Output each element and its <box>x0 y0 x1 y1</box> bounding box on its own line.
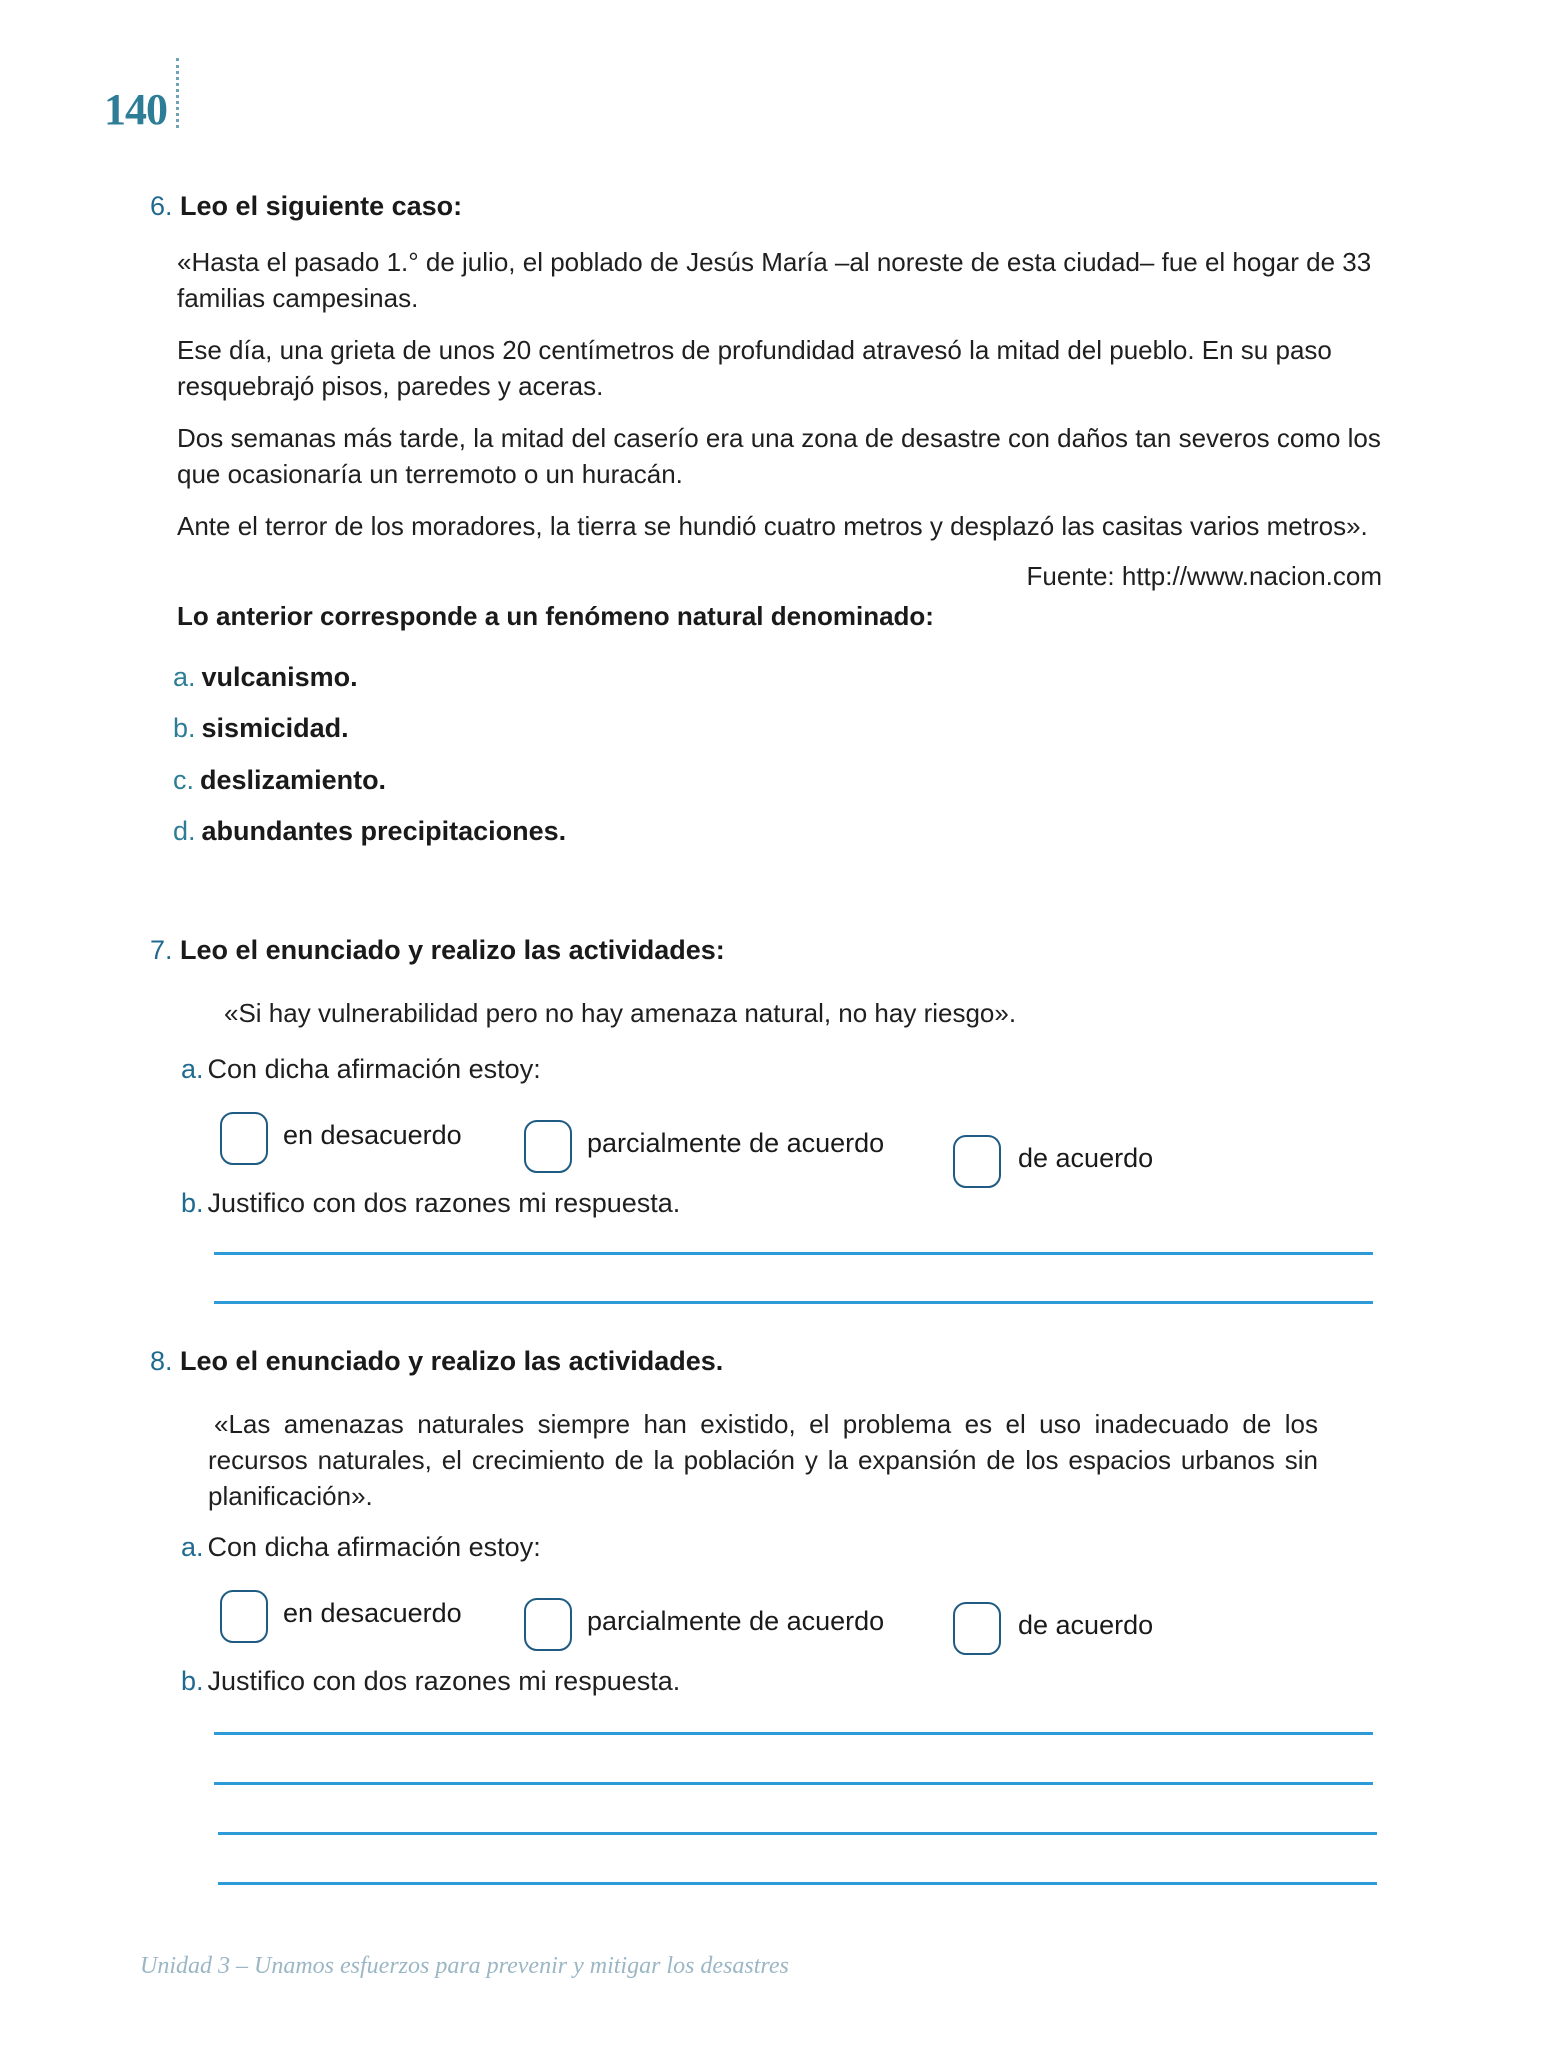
option-letter: c. <box>173 765 195 795</box>
question-7-title: Leo el enunciado y realizo las actividades: <box>180 935 725 965</box>
option-text: abundantes precipitaciones. <box>201 816 567 846</box>
part-letter: b. <box>181 1666 204 1696</box>
q8-answer-line-3[interactable] <box>218 1832 1377 1835</box>
option-letter: a. <box>173 662 196 692</box>
q6-paragraph-4: Ante el terror de los moradores, la tierra se hundió cuatro metros y desplazó las casitas varios metros». <box>177 511 1368 541</box>
q7-quote: «Si hay vulnerabilidad pero no hay amenaza natural, no hay riesgo». <box>224 998 1017 1028</box>
q6-prompt: Lo anterior corresponde a un fenómeno natural denominado: <box>177 601 934 631</box>
q6-paragraph-2: Ese día, una grieta de unos 20 centímetros de profundidad atravesó la mitad del pueblo. En su paso resquebrajó pisos, paredes y aceras. <box>177 335 1332 401</box>
question-6-number: 6. <box>150 191 173 221</box>
q7-part-b <box>181 1188 680 1219</box>
q8-checkbox-agree[interactable] <box>953 1602 1001 1655</box>
question-6-heading <box>150 191 462 222</box>
q6-source: Fuente: http://www.nacion.com <box>1026 561 1382 591</box>
q8-quote: «Las amenazas naturales siempre han existido, el problema es el uso inadecuado de los recursos naturales, el crecimiento de la población y la expansión de los espacios urbanos sin planificación». <box>208 1409 1318 1511</box>
q8-label-agree: de acuerdo <box>1018 1610 1154 1640</box>
q8-label-partially-agree: parcialmente de acuerdo <box>587 1606 885 1636</box>
q7-answer-line-2[interactable] <box>214 1301 1373 1304</box>
q8-checkbox-partially-agree[interactable] <box>524 1598 572 1651</box>
option-text: deslizamiento. <box>200 765 387 795</box>
option-text: vulcanismo. <box>201 662 358 692</box>
q7-label-disagree: en desacuerdo <box>283 1120 462 1150</box>
q6-option-b[interactable] <box>173 713 349 744</box>
q8-answer-line-1[interactable] <box>214 1732 1373 1735</box>
q6-option-c[interactable] <box>173 765 386 796</box>
option-text: sismicidad. <box>201 713 349 743</box>
q6-paragraph-3: Dos semanas más tarde, la mitad del caserío era una zona de desastre con daños tan severos como los que ocasionaría un terremoto o un huracán. <box>177 423 1381 489</box>
header-dotted-divider <box>176 58 179 128</box>
question-7-number: 7. <box>150 935 173 965</box>
question-7-heading <box>150 935 725 966</box>
page-footer-unit-title: Unidad 3 – Unamos esfuerzos para prevenir y mitigar los desastres <box>140 1953 789 1979</box>
q8-label-disagree: en desacuerdo <box>283 1598 462 1628</box>
part-text: Justifico con dos razones mi respuesta. <box>207 1666 681 1696</box>
part-text: Con dicha afirmación estoy: <box>207 1532 541 1562</box>
option-letter: b. <box>173 713 196 743</box>
q7-label-agree: de acuerdo <box>1018 1143 1154 1173</box>
q8-checkbox-disagree[interactable] <box>220 1590 268 1643</box>
question-8-number: 8. <box>150 1346 173 1376</box>
question-8-title: Leo el enunciado y realizo las actividades. <box>180 1346 724 1376</box>
q7-checkbox-disagree[interactable] <box>220 1112 268 1165</box>
q6-option-d[interactable] <box>173 816 566 847</box>
q7-checkbox-agree[interactable] <box>953 1135 1001 1188</box>
q7-part-a <box>181 1054 541 1085</box>
part-letter: a. <box>181 1054 204 1084</box>
question-8-heading <box>150 1346 723 1377</box>
q7-answer-line-1[interactable] <box>214 1252 1373 1255</box>
part-letter: b. <box>181 1188 204 1218</box>
q8-part-a <box>181 1532 541 1563</box>
question-6-title: Leo el siguiente caso: <box>180 191 463 221</box>
q6-paragraph-1: «Hasta el pasado 1.° de julio, el poblado de Jesús María –al noreste de esta ciudad– fue el hogar de 33 familias campesinas. <box>177 247 1372 313</box>
q7-label-partially-agree: parcialmente de acuerdo <box>587 1128 885 1158</box>
q8-answer-line-4[interactable] <box>218 1882 1377 1885</box>
q8-part-b <box>181 1666 680 1697</box>
q8-answer-line-2[interactable] <box>214 1782 1373 1785</box>
part-text: Con dicha afirmación estoy: <box>207 1054 541 1084</box>
part-letter: a. <box>181 1532 204 1562</box>
part-text: Justifico con dos razones mi respuesta. <box>207 1188 681 1218</box>
q6-option-a[interactable] <box>173 662 358 693</box>
page-number: 140 <box>104 85 167 134</box>
option-letter: d. <box>173 816 196 846</box>
q7-checkbox-partially-agree[interactable] <box>524 1120 572 1173</box>
